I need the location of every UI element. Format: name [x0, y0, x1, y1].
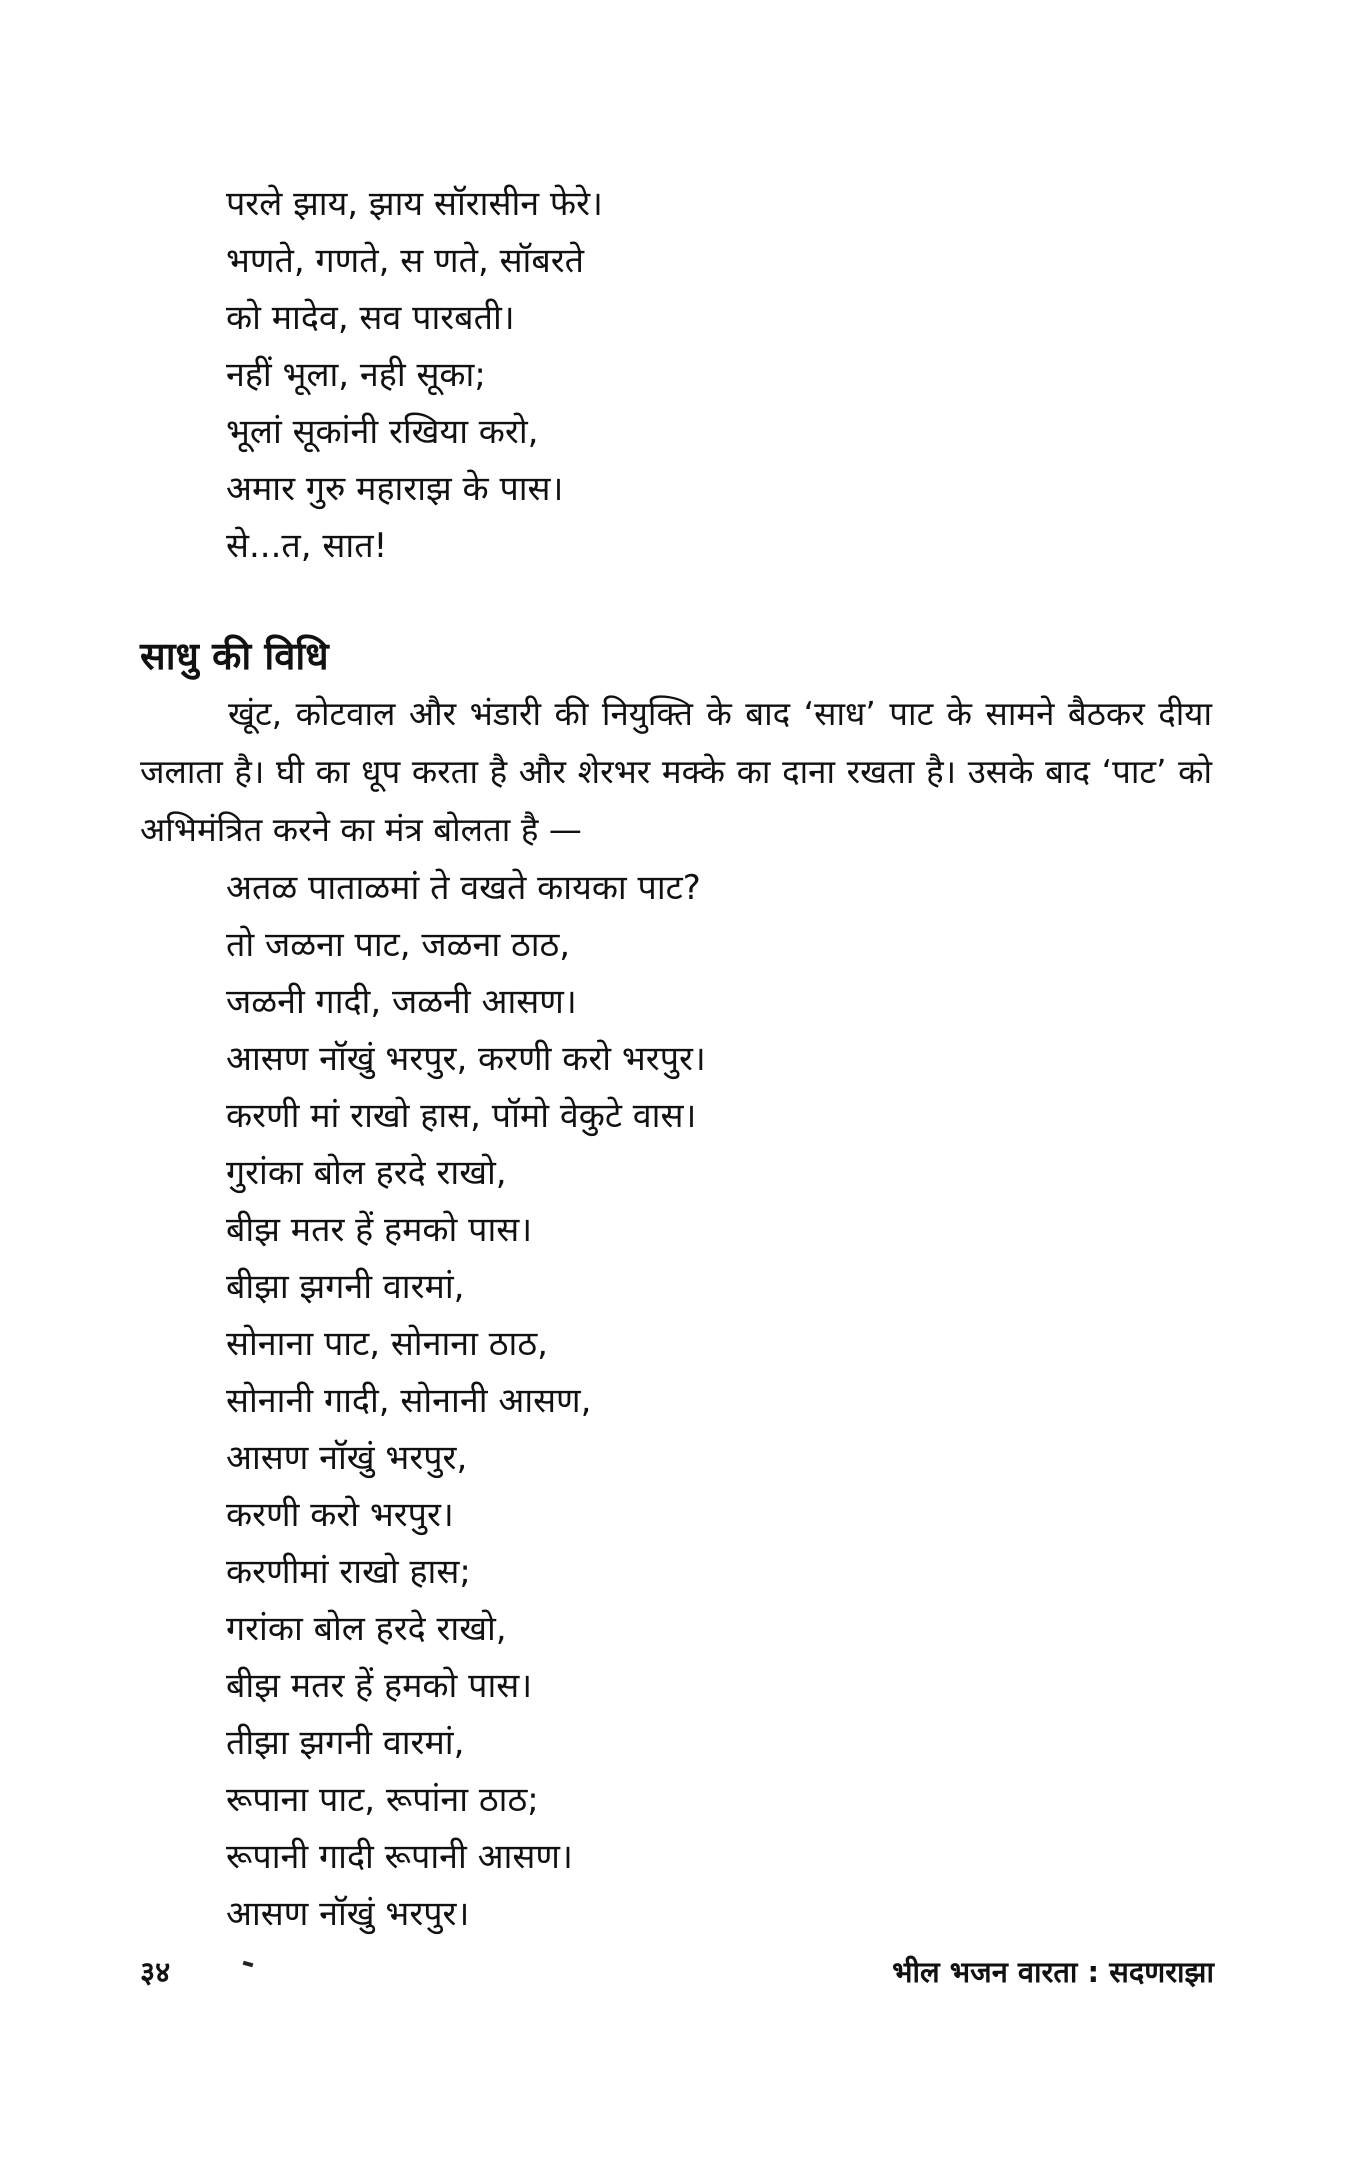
verse-line: आसण नॉखुं भरपुर, करणी करो भरपुर।: [226, 1039, 706, 1079]
verse-line: आसण नॉखुं भरपुर।: [226, 1894, 470, 1934]
page-number: ३४: [140, 1955, 171, 1989]
section-heading: साधु की विधि: [140, 634, 329, 678]
section-paragraph: खूंट, कोटवाल और भंडारी की नियुक्ति के बाद ‘साध’ पाट के सामने बैठकर दीया जलाता है। घी का धूप करता है और शेरभर मक्के का दाना रखता है। उसके बाद ‘पाट’ को अभिमंत्रित करने का मंत्र बोलता है —: [140, 694, 1212, 849]
verse-line: बीझ मतर हें हमको पास।: [226, 1666, 533, 1706]
verse-line: करणी करो भरपुर।: [226, 1495, 454, 1535]
verse-line: बीझ मतर हें हमको पास।: [226, 1210, 533, 1250]
verse-line: गुरांका बोल हरदे राखो,: [226, 1153, 507, 1193]
verse-line: तीझा झगनी वारमां,: [226, 1723, 465, 1763]
verse-mantra: [226, 860, 706, 1943]
verse-line: अतळ पाताळमां ते वखते कायका पाट?: [226, 868, 701, 908]
verse-line: जळनी गादी, जळनी आसण।: [226, 982, 577, 1022]
verse-line: गरांका बोल हरदे राखो,: [226, 1609, 507, 1649]
verse-line: को मादेव, सव पारबती।: [226, 298, 515, 338]
verse-line: बीझा झगनी वारमां,: [226, 1267, 465, 1307]
verse-top: [226, 176, 603, 575]
verse-line: रूपानी गादी रूपानी आसण।: [226, 1837, 573, 1877]
verse-line: से...त, सात!: [226, 526, 388, 566]
verse-line: सोनानी गादी, सोनानी आसण,: [226, 1381, 592, 1421]
verse-line: रूपाना पाट, रूपांना ठाठ;: [226, 1780, 539, 1820]
verse-line: परले झाय, झाय सॉरासीन फेरे।: [226, 184, 603, 224]
verse-line: नहीं भूला, नही सूका;: [226, 355, 486, 395]
verse-line: तो जळना पाट, जळना ठाठ,: [226, 925, 571, 965]
verse-line: भूलां सूकांनी रखिया करो,: [226, 412, 539, 452]
verse-line: सोनाना पाट, सोनाना ठाठ,: [226, 1324, 548, 1364]
verse-line: करणीमां राखो हास;: [226, 1552, 471, 1592]
running-title: भील भजन वारता : सदणराझा: [892, 1955, 1214, 1989]
page-footer: [140, 1952, 1214, 1992]
verse-line: करणी मां राखो हास, पॉमो वेकुटे वास।: [226, 1096, 697, 1136]
verse-line: भणते, गणते, स णते, सॉबरते: [226, 241, 585, 281]
verse-line: अमार गुरु महाराझ के पास।: [226, 469, 564, 509]
verse-line: आसण नॉखुं भरपुर,: [226, 1438, 468, 1478]
